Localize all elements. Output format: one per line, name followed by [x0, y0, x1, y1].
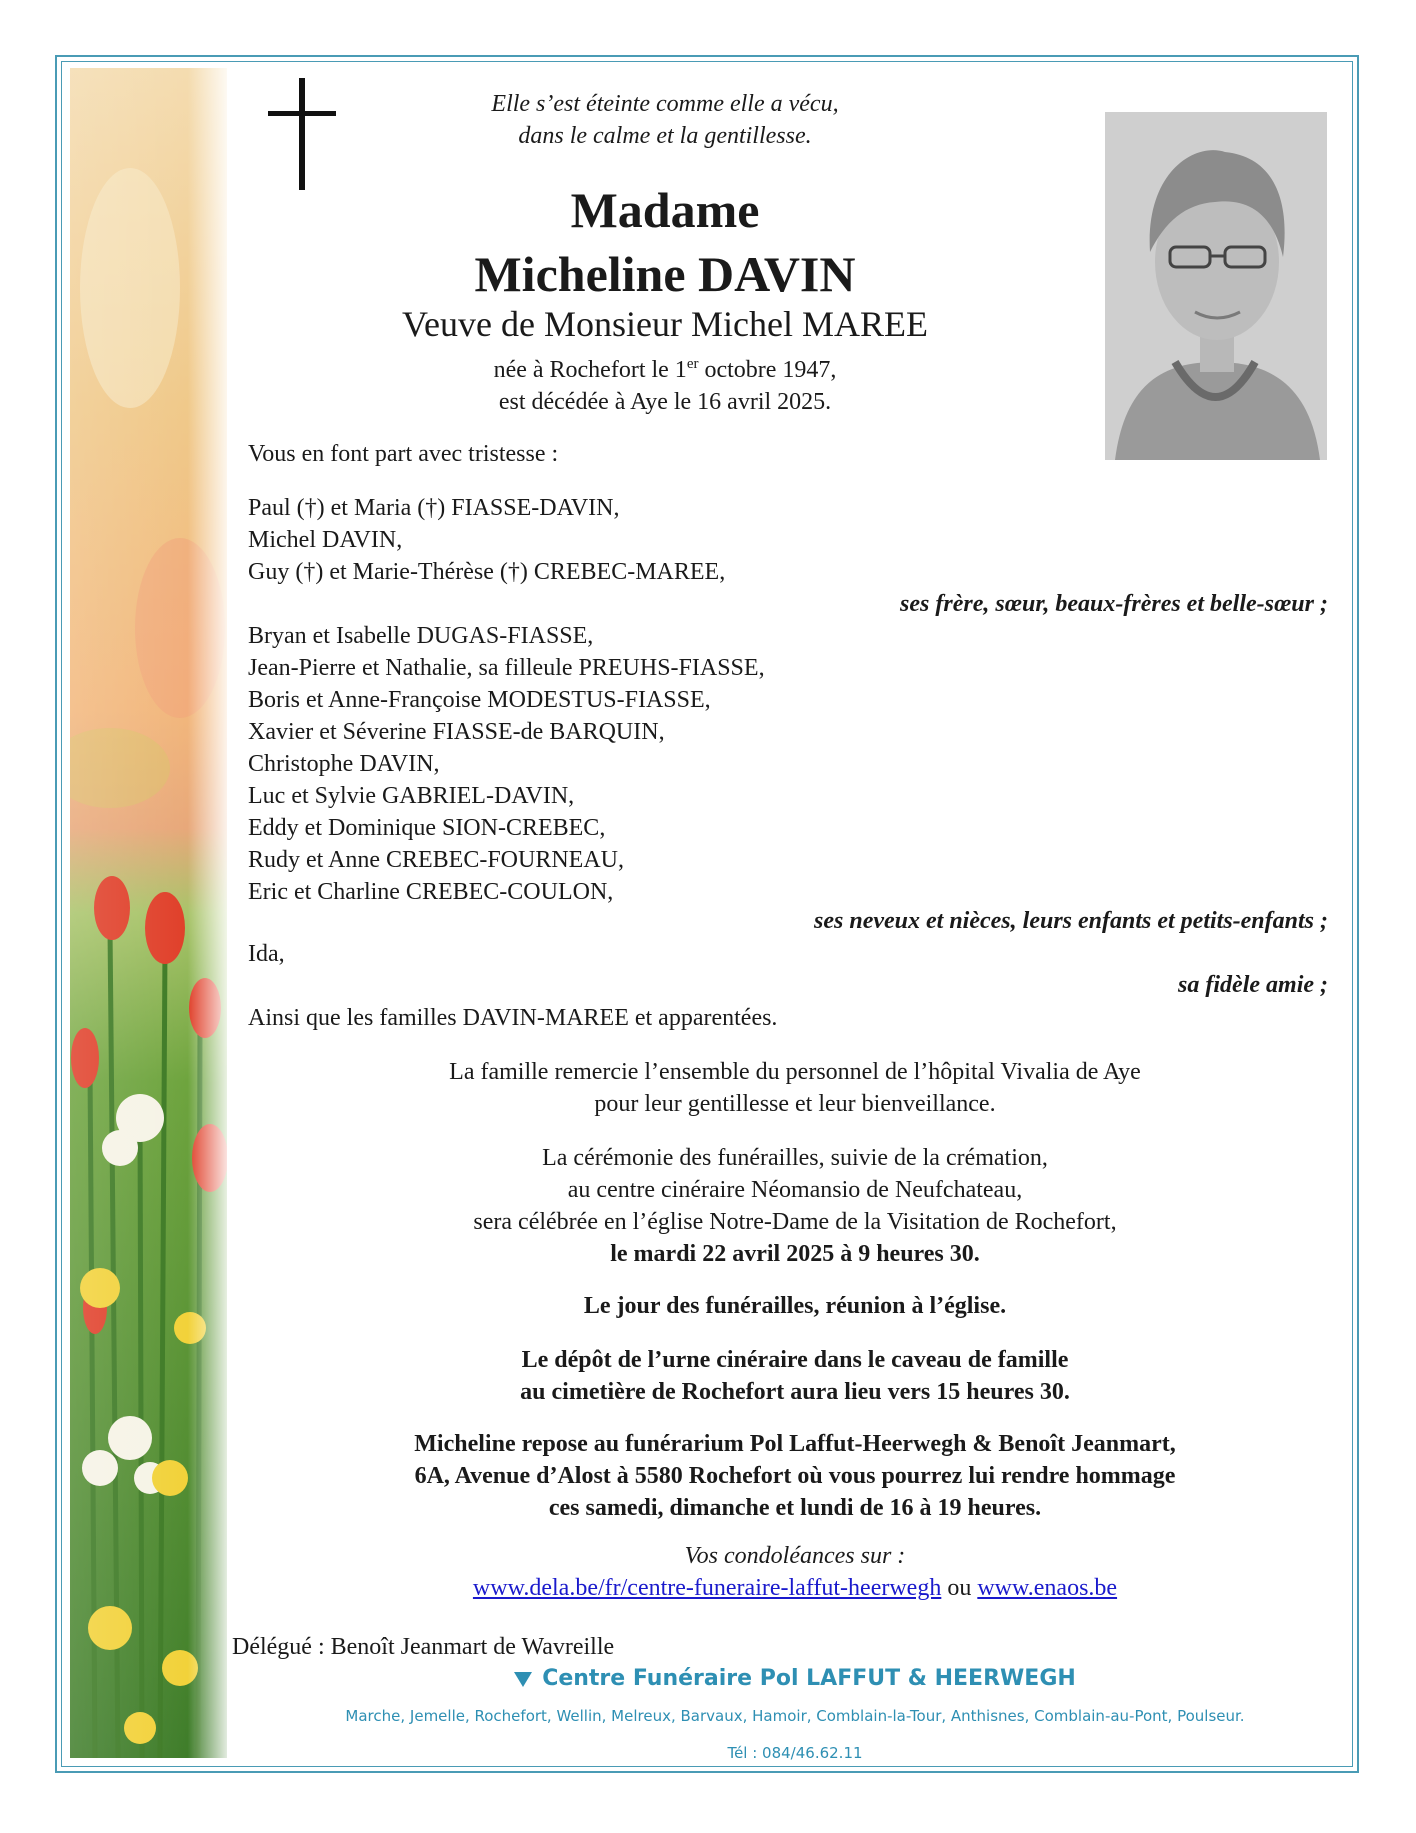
- funeral-home-name: [300, 1664, 1290, 1694]
- birth-suffix: octobre 1947,: [698, 357, 837, 383]
- funeral-home-phone: Tél : 084/46.62.11: [727, 1744, 863, 1762]
- epitaph-quote: [230, 88, 1100, 152]
- deceased-heading: [230, 178, 1100, 306]
- ceremony-line: sera célébrée en l’église Notre-Dame de la Visitation de Rochefort,: [473, 1209, 1117, 1235]
- friend-name: Ida,: [248, 941, 285, 967]
- rest-line: Micheline repose au funérarium Pol Laffut-Heerwegh & Benoît Jeanmart,: [414, 1431, 1176, 1457]
- birth-line: [230, 354, 1100, 386]
- urn-line: au cimetière de Rochefort aura lieu vers 15 heures 30.: [520, 1379, 1070, 1405]
- urn-paragraph: [300, 1344, 1290, 1408]
- intro-text: Vous en font part avec tristesse :: [248, 441, 559, 467]
- triangle-down-icon: [514, 1672, 532, 1687]
- friend-relation: sa fidèle amie ;: [1178, 972, 1328, 998]
- enaos-link[interactable]: www.enaos.be: [977, 1575, 1118, 1601]
- quote-line: dans le calme et la gentillesse.: [518, 123, 812, 149]
- siblings-relation: ses frère, sœur, beaux-frères et belle-sœur ;: [900, 591, 1328, 617]
- ceremony-paragraph: [300, 1142, 1290, 1270]
- siblings-list: [248, 492, 725, 588]
- life-dates: [230, 354, 1100, 418]
- list-item: Christophe DAVIN,: [248, 751, 440, 777]
- honorific: Madame: [570, 182, 760, 238]
- thanks-line: pour leur gentillesse et leur bienveillance.: [594, 1091, 996, 1117]
- delegate-line: Délégué : Benoît Jeanmart de Wavreille: [232, 1634, 615, 1660]
- families-line: Ainsi que les familles DAVIN-MAREE et apparentées.: [248, 1005, 778, 1031]
- tulip-strip-image: [70, 68, 227, 1758]
- list-item: Jean-Pierre et Nathalie, sa filleule PREUHS-FIASSE,: [248, 655, 765, 681]
- death-line: est décédée à Aye le 16 avril 2025.: [498, 389, 832, 415]
- list-item: Boris et Anne-Françoise MODESTUS-FIASSE,: [248, 687, 711, 713]
- list-item: Guy (†) et Marie-Thérèse (†) CREBEC-MAREE,: [248, 559, 726, 585]
- meeting-line: Le jour des funérailles, réunion à l’église.: [583, 1293, 1007, 1319]
- rest-paragraph: [300, 1428, 1290, 1524]
- nephews-relation: ses neveux et nièces, leurs enfants et petits-enfants ;: [814, 908, 1328, 934]
- list-item: Paul (†) et Maria (†) FIASSE-DAVIN,: [248, 495, 620, 521]
- thanks-line: La famille remercie l’ensemble du personnel de l’hôpital Vivalia de Aye: [449, 1059, 1141, 1085]
- ceremony-line: au centre cinéraire Néomansio de Neufchateau,: [567, 1177, 1023, 1203]
- urn-line: Le dépôt de l’urne cinéraire dans le caveau de famille: [521, 1347, 1069, 1373]
- list-item: Rudy et Anne CREBEC-FOURNEAU,: [248, 847, 625, 873]
- deceased-name: Micheline DAVIN: [474, 246, 856, 302]
- link-separator: ou: [947, 1575, 972, 1601]
- quote-line: Elle s’est éteinte comme elle a vécu,: [491, 91, 839, 117]
- condolences-label: Vos condoléances sur :: [684, 1543, 906, 1569]
- widow-line: Veuve de Monsieur Michel MAREE: [402, 304, 928, 344]
- list-item: Eddy et Dominique SION-CREBEC,: [248, 815, 606, 841]
- list-item: Eric et Charline CREBEC-COULON,: [248, 879, 614, 905]
- portrait-photo: [1105, 112, 1327, 460]
- list-item: Michel DAVIN,: [248, 527, 403, 553]
- birth-superscript: er: [686, 356, 699, 372]
- funeral-home-towns: Marche, Jemelle, Rochefort, Wellin, Melreux, Barvaux, Hamoir, Comblain-la-Tour, Anthisnes, Comblain-au-Pont, Poulseur.: [345, 1707, 1245, 1725]
- nephews-list: [248, 620, 765, 908]
- funeral-home-label: Centre Funéraire Pol LAFFUT & HEERWEGH: [542, 1666, 1076, 1691]
- rest-line: ces samedi, dimanche et lundi de 16 à 19 heures.: [548, 1495, 1042, 1521]
- list-item: Luc et Sylvie GABRIEL-DAVIN,: [248, 783, 575, 809]
- condolences-links: [300, 1572, 1290, 1604]
- ceremony-line: La cérémonie des funérailles, suivie de la crémation,: [542, 1145, 1048, 1171]
- birth-prefix: née à Rochefort le 1: [493, 357, 687, 383]
- list-item: Xavier et Séverine FIASSE-de BARQUIN,: [248, 719, 665, 745]
- condolences-block: [300, 1540, 1290, 1604]
- dela-link[interactable]: www.dela.be/fr/centre-funeraire-laffut-heerwegh: [472, 1575, 942, 1601]
- rest-line: 6A, Avenue d’Alost à 5580 Rochefort où vous pourrez lui rendre hommage: [414, 1463, 1176, 1489]
- list-item: Bryan et Isabelle DUGAS-FIASSE,: [248, 623, 594, 649]
- ceremony-date: le mardi 22 avril 2025 à 9 heures 30.: [610, 1241, 980, 1267]
- thanks-paragraph: [300, 1056, 1290, 1120]
